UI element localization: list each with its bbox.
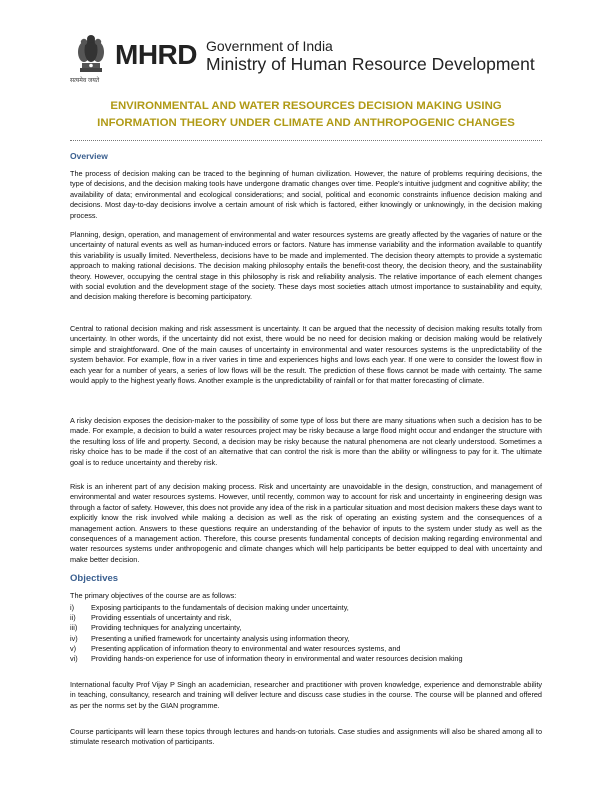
title-line-2: INFORMATION THEORY UNDER CLIMATE AND ANTHROPOGENIC CHANGES — [97, 117, 515, 129]
overview-paragraph-4: A risky decision exposes the decision-maker to the possibility of some type of loss but there are many situations when such a decision has to be made. For example, a decision to build a water resources project may be risky because a large flood might occur and endanger the structure with the resulting loss of life and property. Second, a decision may be risky because the natural phenomena are not clearly understood. Sometimes a risky choice has to be made if the cost of an alternative that can control the risk is more than the ability or willingness to pay for it. The ultimate goal is to reduce uncertainty and thereby risk. — [70, 416, 542, 467]
list-item — [70, 613, 542, 623]
list-item-number: ii) — [70, 613, 76, 623]
ministry-name: Ministry of Human Resource Development — [206, 54, 535, 74]
faculty-paragraph: International faculty Prof Vijay P Singh an academician, researcher and practitioner with proven knowledge, experience and demonstrable ability in teaching, consultancy, research and training will deliver lecture and discuss case studies in the course. The course will be planned and offered as per the norms set by the GIAN programme. — [70, 680, 542, 710]
overview-paragraph-1: The process of decision making can be traced to the beginning of human civilization. However, the nature of problems requiring decisions, the type of decisions, and the decision making tools have undergone dramatic changes over time. People's intuitive judgment and cognitive ability; the availability of data; environmental and ecological considerations; and social, political and economic constraints influence decision making and decisions. Most day-to-day decisions involve a certain amount of risk which is factored, either knowingly or unknowingly, in the decision making process. — [70, 169, 542, 220]
objectives-heading: Objectives — [70, 573, 119, 584]
list-item-number: v) — [70, 643, 77, 653]
list-item-number: vi) — [70, 654, 78, 664]
list-item-number: i) — [70, 603, 75, 612]
list-item-number: iii) — [70, 623, 78, 633]
objectives-intro: The primary objectives of the course are as follows: — [70, 591, 237, 600]
list-item-text: Providing techniques for analyzing uncertainty, — [91, 623, 242, 633]
participants-paragraph: Course participants will learn these topics through lectures and hands-on tutorials. Case studies and assignments will also be shared among all to stimulate research motivation of participants. — [70, 727, 542, 747]
objectives-list — [70, 603, 542, 664]
mhrd-logo-text: MHRD — [115, 39, 197, 70]
header — [70, 30, 550, 85]
overview-paragraph-5: Risk is an inherent part of any decision making process. Risk and uncertainty are unavoidable in the design, construction, and management of environmental and water resources systems. However, until recently, common way to account for risk and uncertainty in engineering design was through a factor of safety. However, this does not provide any idea of the risk in a particular situation and most decision makers these days want to explicitly know the risk involved while making a decision as well as the risk of operating an existing system and the consequences of a management action. Answers to these questions require an understanding of the behavior of inputs to the system under study as well as the consequences of a management action. Therefore, this course presents fundamental concepts of decision making regarding environmental and water resources systems under anthropogenic and climate changes which will help participants be better equipped to deal with uncertainty and make better decision. — [70, 482, 542, 564]
list-item-text: Providing hands-on experience for use of information theory in environmental and water resources decision making — [91, 654, 463, 664]
overview-heading: Overview — [70, 151, 108, 161]
list-item-number: iv) — [70, 633, 78, 643]
list-item — [70, 644, 542, 654]
government-of-india-line: Government of India — [206, 38, 333, 54]
overview-paragraph-2: Planning, design, operation, and management of environmental and water resources systems are greatly affected by the vagaries of nature or the uncertainty of natural events as well as human-induced errors or factors. Nature has immense variability and the information available to quantify this variability is usually limited. Nevertheless, decisions have to be made and implemented. The decision theory attempts to provide a systematic approach to making rational decisions. The decision making philosophy entails the benefit-cost theory, the decision theory, and the sustainability theory. However, occupying the central stage in this philosophy is risk and reliability analysis. The relative importance of each element changes with social evolution and the development stage of the society. These days most societies attach utmost importance to sustainability and equity, and decision making therefore is becoming participatory. — [70, 230, 542, 302]
list-item-text: Presenting application of information theory to environmental and water resources systems, and — [91, 643, 401, 653]
document-title — [60, 98, 552, 132]
title-line-1: ENVIRONMENTAL AND WATER RESOURCES DECISION MAKING USING — [110, 100, 502, 112]
emblem-motto: सत्यमेव जयते — [70, 78, 100, 84]
overview-paragraph-3: Central to rational decision making and risk assessment is uncertainty. It can be argued that the necessity of decision making results totally from uncertainty. In other words, if the uncertainty did not exist, there would be no need for decision making or decision making would be relatively simple and straightforward. One of the main causes of uncertainty in environmental and water resources systems is the unpredictability of the system behavior. For example, flow in a river varies in time and experiences highs and lows each year. If one were to consider the lowest flow in each year for a number of years, a series of low flows will be the result. The prediction of these flows cannot be made with certainty. The same would apply to the highest yearly flows. Another example is the unpredictability of rainfall or for that matter forecasting of climate. — [70, 324, 542, 386]
list-item-text: Providing essentials of uncertainty and risk, — [91, 613, 232, 623]
list-item — [70, 634, 542, 644]
list-item-text: Presenting a unified framework for uncertainty analysis using information theory, — [91, 633, 350, 643]
list-item-text: Exposing participants to the fundamentals of decision making under uncertainty, — [91, 603, 349, 612]
list-item — [70, 654, 542, 664]
national-emblem-icon — [70, 30, 112, 82]
list-item — [70, 603, 542, 613]
title-divider — [70, 140, 542, 141]
list-item — [70, 623, 542, 633]
